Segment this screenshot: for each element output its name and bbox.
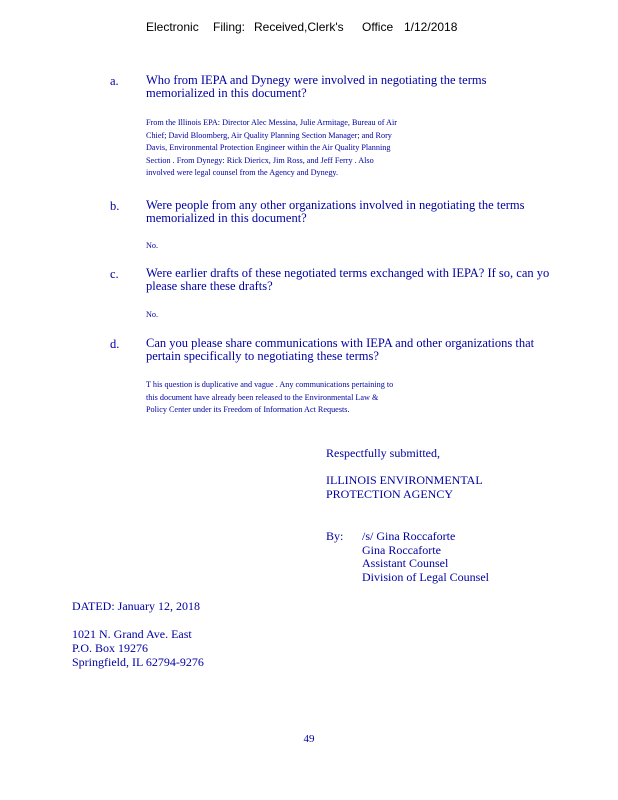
question-b-letter: b. (110, 199, 120, 213)
header-office: Office (362, 20, 394, 34)
address-line-2: P.O. Box 19276 (72, 641, 149, 655)
answer-c (146, 309, 516, 322)
answer-d-line-3: Policy Center under its Freedom of Information Act Requests. (146, 405, 350, 414)
answer-a-line-4: Section . From Dynegy: Rick Diericx, Jim Ross, and Jeff Ferry . Also (146, 155, 374, 165)
answer-a-line-3: Davis, Environmental Protection Engineer within the Air Quality Planning (146, 143, 391, 152)
signature-signed: /s/ Gina Roccaforte (362, 529, 456, 543)
question-a-line-1: Who from IEPA and Dynegy were involved in negotiating the terms (146, 73, 487, 87)
header-filing: Filing: (213, 20, 246, 34)
question-b-text (146, 199, 586, 225)
question-d-text (146, 337, 586, 363)
signer-block (362, 530, 489, 584)
question-d-line-1: Can you please share communications with IEPA and other organizations that (146, 336, 535, 350)
dated-line: DATED: January 12, 2018 (72, 599, 200, 613)
answer-a-line-2: Chief; David Bloomberg, Air Quality Planning Section Manager; and Rory (146, 130, 392, 140)
answer-d-line-1: T his question is duplicative and vague . Any communications pertaining to (146, 380, 394, 389)
signer-title: Assistant Counsel (362, 556, 449, 570)
question-d-line-2: pertain specifically to negotiating these terms? (146, 349, 379, 363)
header-electronic: Electronic (146, 20, 199, 34)
signer-name: Gina Roccaforte (362, 542, 441, 557)
question-c-line-1: Were earlier drafts of these negotiated terms exchanged with IEPA? If so, can yo (146, 266, 550, 280)
address-line-3: Springfield, IL 62794-9276 (72, 655, 204, 669)
agency-line-1: ILLINOIS ENVIRONMENTAL (326, 473, 483, 487)
answer-c-line-1: No. (146, 310, 159, 319)
agency-line-2: PROTECTION AGENCY (326, 486, 454, 501)
question-c-letter: c. (110, 267, 119, 281)
answer-b-line-1: No. (146, 241, 159, 250)
signer-division: Division of Legal Counsel (362, 569, 489, 584)
answer-d-line-2: this document have already been released to the Environmental Law & (146, 392, 379, 402)
question-b-line-2: memorialized in this document? (146, 211, 307, 225)
question-a-line-2: memorialized in this document? (146, 86, 307, 100)
answer-b (146, 240, 516, 253)
question-a-letter: a. (110, 74, 119, 88)
address-block (72, 627, 204, 669)
address-line-1: 1021 N. Grand Ave. East (72, 627, 192, 641)
by-label: By: (326, 529, 344, 543)
question-d-letter: d. (110, 337, 120, 351)
question-c-text (146, 267, 586, 293)
header-received: Received,Clerk's (254, 20, 344, 34)
closing: Respectfully submitted, (326, 446, 440, 460)
page-number: 49 (303, 733, 315, 745)
header-date: 1/12/2018 (404, 20, 458, 34)
answer-a (146, 117, 516, 180)
answer-d (146, 379, 516, 417)
question-c-line-2: please share these drafts? (146, 279, 273, 293)
question-a-text (146, 74, 586, 100)
answer-a-line-5: involved were legal counsel from the Agency and Dynegy. (146, 168, 339, 177)
question-b-line-1: Were people from any other organizations involved in negotiating the terms (146, 198, 525, 212)
agency-name (326, 474, 483, 501)
answer-a-line-1: From the Illinois EPA: Director Alec Messina, Julie Armitage, Bureau of Air (146, 118, 397, 127)
